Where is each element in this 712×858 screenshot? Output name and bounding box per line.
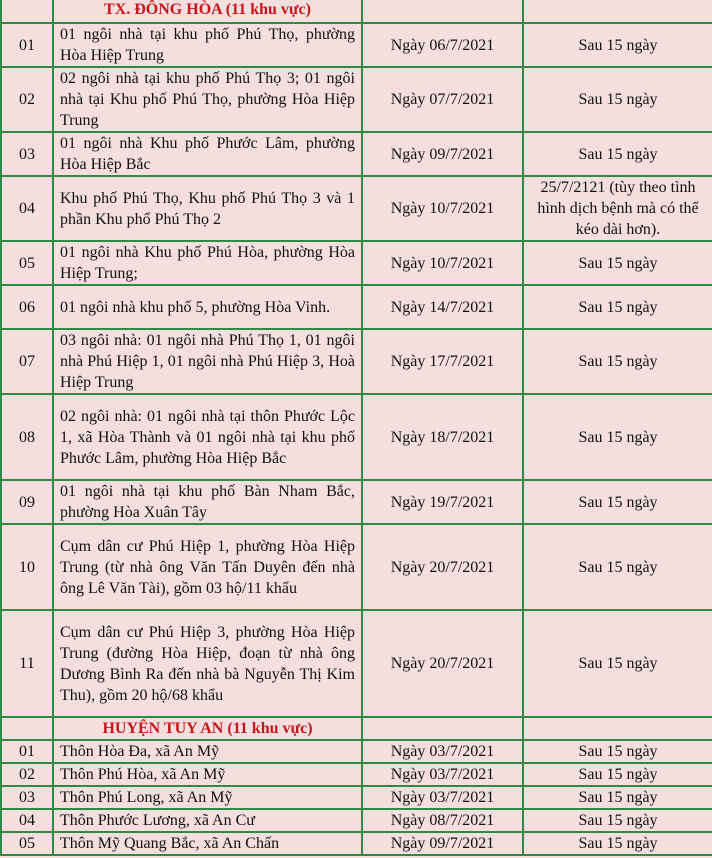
table-row (1, 740, 712, 763)
section-header-row (1, 717, 712, 740)
table-row (1, 832, 712, 855)
date-cell: Ngày 18/7/2021 (362, 394, 523, 480)
row-number: 07 (1, 329, 53, 394)
row-number: 03 (1, 132, 53, 176)
location-cell: Khu phố Phú Thọ, Khu phố Phú Thọ 3 và 1 phần Khu phố Phú Thọ 2 (53, 176, 362, 241)
table-row (1, 241, 712, 285)
row-number: 03 (1, 786, 53, 809)
empty-cell (523, 717, 712, 740)
empty-cell (362, 0, 523, 23)
duration-cell: Sau 15 ngày (523, 740, 712, 763)
duration-cell: Sau 15 ngày (523, 329, 712, 394)
table-row (1, 329, 712, 394)
location-cell: 02 ngôi nhà tại khu phố Phú Thọ 3; 01 ngôi nhà tại Khu phố Phú Thọ, phường Hòa Hiệp Trung (53, 67, 362, 132)
row-number: 01 (1, 23, 53, 67)
row-number: 05 (1, 241, 53, 285)
location-cell: 01 ngôi nhà tại khu phố Phú Thọ, phường Hòa Hiệp Trung (53, 23, 362, 67)
table-row (1, 176, 712, 241)
empty-cell (523, 0, 712, 23)
date-cell: Ngày 17/7/2021 (362, 329, 523, 394)
table-row (1, 132, 712, 176)
table-row (1, 285, 712, 329)
date-cell: Ngày 03/7/2021 (362, 786, 523, 809)
duration-cell: Sau 15 ngày (523, 23, 712, 67)
table-row (1, 524, 712, 610)
table-body (1, 0, 712, 855)
date-cell: Ngày 06/7/2021 (362, 23, 523, 67)
row-number: 11 (1, 610, 53, 717)
date-cell: Ngày 19/7/2021 (362, 480, 523, 524)
location-cell: 03 ngôi nhà: 01 ngôi nhà Phú Thọ 1, 01 ngôi nhà Phú Hiệp 1, 01 ngôi nhà Phú Hiệp 3, Hoà Hiệp Trung (53, 329, 362, 394)
date-cell: Ngày 03/7/2021 (362, 740, 523, 763)
table-row (1, 480, 712, 524)
date-cell: Ngày 10/7/2021 (362, 176, 523, 241)
duration-cell: Sau 15 ngày (523, 610, 712, 717)
date-cell: Ngày 09/7/2021 (362, 132, 523, 176)
table-row (1, 763, 712, 786)
duration-cell: Sau 15 ngày (523, 132, 712, 176)
section-header-row (1, 0, 712, 23)
duration-cell: Sau 15 ngày (523, 241, 712, 285)
location-cell: Thôn Hòa Đa, xã An Mỹ (53, 740, 362, 763)
location-cell: Thôn Phước Lương, xã An Cư (53, 809, 362, 832)
row-number: 08 (1, 394, 53, 480)
location-cell: Cụm dân cư Phú Hiệp 3, phường Hòa Hiệp Trung (đường Hòa Hiệp, đoạn từ nhà ông Dương Bình Ra đến nhà bà Nguyễn Thị Kim Thu), gồm 20 hộ/68 khẩu (53, 610, 362, 717)
section-title: TX. ĐÔNG HÒA (11 khu vực) (53, 0, 362, 23)
table-row (1, 786, 712, 809)
empty-cell (1, 717, 53, 740)
empty-cell (1, 0, 53, 23)
row-number: 02 (1, 67, 53, 132)
duration-cell: Sau 15 ngày (523, 67, 712, 132)
location-cell: Cụm dân cư Phú Hiệp 1, phường Hòa Hiệp Trung (từ nhà ông Văn Tấn Duyên đến nhà ông Lê Văn Tài), gồm 03 hộ/11 khẩu (53, 524, 362, 610)
duration-cell: Sau 15 ngày (523, 763, 712, 786)
table-row (1, 394, 712, 480)
duration-cell: 25/7/2121 (tùy theo tình hình dịch bệnh mà có thể kéo dài hơn). (523, 176, 712, 241)
duration-cell: Sau 15 ngày (523, 480, 712, 524)
date-cell: Ngày 20/7/2021 (362, 610, 523, 717)
location-cell: Thôn Mỹ Quang Bắc, xã An Chấn (53, 832, 362, 855)
table-row (1, 809, 712, 832)
empty-cell (362, 717, 523, 740)
duration-cell: Sau 15 ngày (523, 285, 712, 329)
date-cell: Ngày 07/7/2021 (362, 67, 523, 132)
table-row (1, 67, 712, 132)
date-cell: Ngày 08/7/2021 (362, 809, 523, 832)
location-cell: Thôn Phú Long, xã An Mỹ (53, 786, 362, 809)
row-number: 10 (1, 524, 53, 610)
row-number: 04 (1, 176, 53, 241)
row-number: 05 (1, 832, 53, 855)
duration-cell: Sau 15 ngày (523, 394, 712, 480)
row-number: 09 (1, 480, 53, 524)
date-cell: Ngày 03/7/2021 (362, 763, 523, 786)
date-cell: Ngày 10/7/2021 (362, 241, 523, 285)
duration-cell: Sau 15 ngày (523, 524, 712, 610)
table-row (1, 23, 712, 67)
duration-cell: Sau 15 ngày (523, 786, 712, 809)
location-cell: 01 ngôi nhà tại khu phố Bàn Nham Bắc, phường Hòa Xuân Tây (53, 480, 362, 524)
table-row (1, 610, 712, 717)
location-cell: 01 ngôi nhà khu phố 5, phường Hòa Vinh. (53, 285, 362, 329)
location-cell: 02 ngôi nhà: 01 ngôi nhà tại thôn Phước Lộc 1, xã Hòa Thành và 01 ngôi nhà tại khu phố Phước Lâm, phường Hòa Hiệp Bắc (53, 394, 362, 480)
location-cell: Thôn Phú Hòa, xã An Mỹ (53, 763, 362, 786)
date-cell: Ngày 09/7/2021 (362, 832, 523, 855)
location-cell: 01 ngôi nhà Khu phố Phú Hòa, phường Hòa Hiệp Trung; (53, 241, 362, 285)
location-cell: 01 ngôi nhà Khu phố Phước Lâm, phường Hòa Hiệp Bắc (53, 132, 362, 176)
row-number: 02 (1, 763, 53, 786)
row-number: 01 (1, 740, 53, 763)
date-cell: Ngày 20/7/2021 (362, 524, 523, 610)
row-number: 06 (1, 285, 53, 329)
duration-cell: Sau 15 ngày (523, 832, 712, 855)
section-title: HUYỆN TUY AN (11 khu vực) (53, 717, 362, 740)
row-number: 04 (1, 809, 53, 832)
duration-cell: Sau 15 ngày (523, 809, 712, 832)
date-cell: Ngày 14/7/2021 (362, 285, 523, 329)
